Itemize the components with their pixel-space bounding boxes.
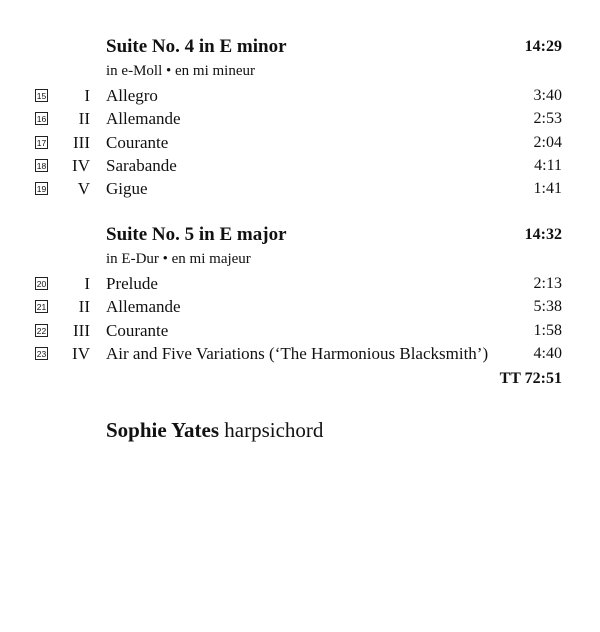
suite-title: Suite No. 4 in E minor	[106, 36, 287, 57]
track-title: Sarabande	[106, 155, 177, 175]
track-duration: 3:40	[533, 87, 562, 104]
movement-numeral: IV	[72, 155, 90, 175]
suite-subtitle	[0, 62, 600, 84]
suite-section	[0, 36, 600, 200]
track-duration: 4:40	[533, 344, 562, 362]
performer-credit	[106, 418, 323, 443]
track-row	[0, 131, 600, 154]
track-duration: 1:58	[533, 321, 562, 339]
suite-duration: 14:29	[524, 38, 562, 55]
movement-numeral: V	[77, 179, 90, 199]
track-title: Allemande	[106, 297, 181, 317]
suite-subtitle-text: in e-Moll • en mi mineur	[106, 63, 255, 79]
track-title: Courante	[106, 320, 169, 340]
track-number-box: 18	[36, 160, 47, 171]
total-time: TT 72:51	[499, 370, 562, 387]
track-duration: 5:38	[533, 298, 562, 316]
track-row	[0, 177, 600, 200]
track-duration: 2:53	[533, 110, 562, 128]
track-duration: 1:41	[533, 180, 562, 198]
performer-name: Sophie Yates	[106, 418, 219, 442]
track-number-box: 21	[36, 302, 47, 313]
track-number-box: 22	[36, 325, 47, 336]
track-row	[0, 272, 600, 295]
track-row	[0, 295, 600, 318]
suite-header	[0, 36, 600, 62]
track-number-box: 15	[36, 91, 47, 101]
track-number-box: 23	[36, 348, 47, 359]
movement-numeral: II	[78, 297, 90, 317]
track-number-box: 19	[36, 184, 47, 195]
track-row	[0, 342, 600, 365]
track-duration: 2:04	[533, 133, 562, 151]
movement-numeral: IV	[72, 343, 90, 363]
track-number-box: 20	[36, 279, 47, 289]
suite-subtitle-text: in E-Dur • en mi majeur	[106, 251, 251, 267]
track-duration: 4:11	[534, 156, 562, 174]
track-number-box: 17	[36, 137, 47, 148]
suite-title: Suite No. 5 in E major	[106, 224, 287, 245]
movement-numeral: II	[78, 109, 90, 129]
track-title: Gigue	[106, 179, 148, 199]
performer-instrument: harpsichord	[224, 418, 324, 442]
track-title: Allegro	[106, 86, 158, 105]
track-row	[0, 107, 600, 130]
track-title: Air and Five Variations (‘The Harmonious Blacksmith’)	[106, 343, 489, 363]
track-row	[0, 84, 600, 107]
movement-numeral: III	[73, 320, 90, 340]
movement-numeral: III	[73, 132, 90, 152]
track-row	[0, 319, 600, 342]
track-row	[0, 154, 600, 177]
movement-numeral: I	[84, 86, 90, 105]
track-title: Allemande	[106, 109, 181, 129]
suite-section	[0, 224, 600, 365]
suite-duration: 14:32	[524, 226, 562, 243]
track-number-box: 16	[36, 114, 47, 125]
suite-header	[0, 224, 600, 250]
track-title: Prelude	[106, 274, 158, 293]
track-title: Courante	[106, 132, 169, 152]
movement-numeral: I	[84, 274, 90, 293]
track-duration: 2:13	[533, 275, 562, 292]
suite-subtitle	[0, 250, 600, 272]
